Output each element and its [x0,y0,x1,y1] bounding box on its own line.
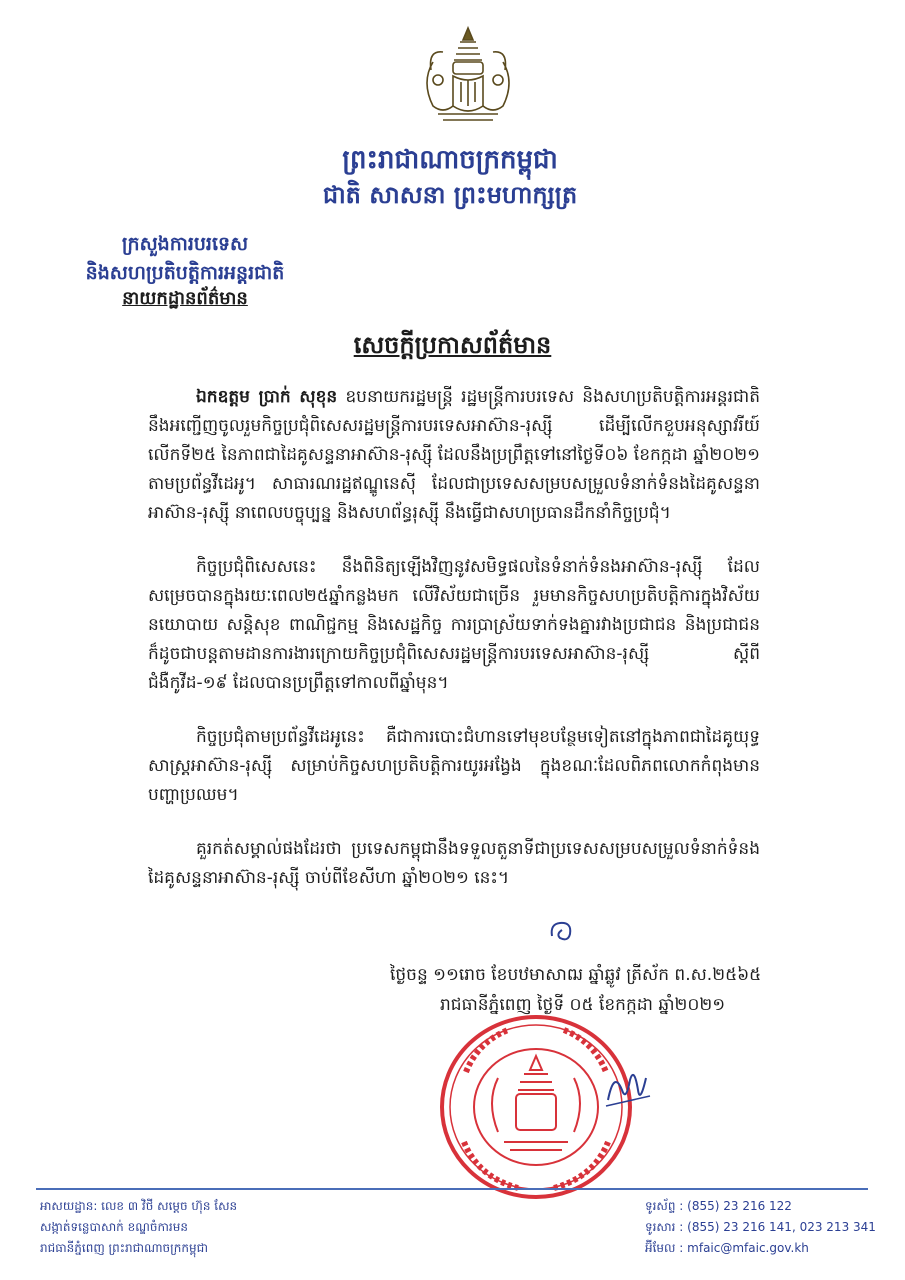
footer-address [40,1196,237,1259]
footer-contacts [645,1196,876,1259]
kingdom-title: ព្រះរាជាណាចក្រកម្ពុជា [342,145,558,175]
fax-number: (855) 23 216 141, 023 213 341 [687,1220,876,1234]
body-paragraph [148,383,760,528]
footer-rule [36,1188,868,1190]
minister-name: ឯកឧត្តម ប្រាក់ សុខុន [196,387,338,407]
document-body [148,383,760,918]
royal-emblem-icon [413,22,523,132]
department-name: នាយកដ្ឋានព័ត៌មាន [122,288,248,309]
solar-date: រាជធានីភ្នំពេញ ថ្ងៃទី ០៥ ខែកក្កដា ឆ្នាំ២០២១ [440,995,726,1015]
email-address[interactable]: mfaic@mfaic.gov.kh [687,1241,809,1255]
ministry-name-line2: និងសហប្រតិបត្តិការអន្តរជាតិ [85,262,285,284]
ministry-name [70,230,300,288]
address-line: អាសយដ្ឋាន: លេខ ៣ វិថី សម្តេច ហ៊ុន សែន [40,1199,238,1213]
phone-label: ទូរស័ព្ទ : [645,1199,684,1213]
body-paragraph: គួរកត់សម្គាល់ផងដែរថា ប្រទេសកម្ពុជានឹងទទួលតួនាទីជាប្រទេសសម្របសម្រួលទំនាក់ទំនងដៃគូសន្ទនាអាស៊ាន-រុស្ស៊ី ចាប់ពីខែសីហា ឆ្នាំ២០២១ នេះ។ [148,839,760,888]
national-motto: ជាតិ សាសនា ព្រះមហាក្សត្រ [322,181,578,209]
phone-row [645,1196,876,1217]
fax-row [645,1217,876,1238]
email-row [645,1238,876,1259]
paragraph-text: ឧបនាយករដ្ឋមន្ត្រី រដ្ឋមន្ត្រីការបរទេស និងសហប្រតិបត្តិការអន្តរជាតិ នឹងអញ្ជើញចូលរួមកិច្ចប្រជុំពិសេសរដ្ឋមន្ត្រីការបរទេសអាស៊ាន-រុស្ស៊ី ដើម្បីលើកខួបអនុស្សាវរីយ៍លើកទី២៥ នៃភាពជាដៃគូសន្ទនាអាស៊ាន-រុស្ស៊ី ដែលនឹងប្រព្រឹត្តទៅនៅថ្ងៃទី០៦ ខែកក្កដា ឆ្នាំ២០២១ តាមប្រព័ន្ធវីដេអូ។ សាធារណរដ្ឋឥណ្ឌូនេស៊ី ដែលជាប្រទេសសម្របសម្រួលទំនាក់ទំនងដៃគូសន្ទនាអាស៊ាន-រុស្ស៊ី នាពេលបច្ចុប្បន្ន និងសហព័ន្ធរុស្ស៊ី នឹងធ្វើជាសហប្រធានដឹកនាំកិច្ចប្រជុំ។ [148,387,760,523]
body-paragraph: កិច្ចប្រជុំតាមប្រព័ន្ធវីដេអូនេះ គឺជាការបោះជំហានទៅមុខបន្ថែមទៀតនៅក្នុងភាពជាដៃគូយុទ្ធសាស្ត្រអាស៊ាន-រុស្ស៊ី សម្រាប់កិច្ចសហប្រតិបត្តិការយូរអង្វែង ក្នុងខណៈដែលពិភពលោកកំពុងមានបញ្ហាប្រឈម។ [148,727,760,805]
end-mark-icon [548,918,576,944]
body-paragraph: កិច្ចប្រជុំពិសេសនេះ នឹងពិនិត្យឡើងវិញនូវសមិទ្ធផលនៃទំនាក់ទំនងអាស៊ាន-រុស្ស៊ី ដែលសម្រេចបានក្នុងរយៈពេល២៥ឆ្នាំកន្លងមក លើវិស័យជាច្រើន រួមមានកិច្ចសហប្រតិបត្តិការក្នុងវិស័យនយោបាយ សន្តិសុខ ពាណិជ្ជកម្ម និងសេដ្ឋកិច្ច ការប្រាស្រ័យទាក់ទងគ្នារវាងប្រជាជន និងប្រជាជន ក៏ដូចជាបន្តតាមដានការងារក្រោយកិច្ចប្រជុំពិសេសរដ្ឋមន្ត្រីការបរទេសអាស៊ាន-រុស្ស៊ី ស្តីពីជំងឺកូវីដ-១៩ ដែលបានប្រព្រឹត្តទៅកាលពីឆ្នាំមុន។ [148,557,760,693]
signature-icon [600,1060,655,1115]
address-line: សង្កាត់ទន្លេបាសាក់ ខណ្ឌចំការមន [40,1220,188,1234]
phone-number: (855) 23 216 122 [687,1199,792,1213]
ministry-name-line1: ក្រសួងការបរទេស [121,233,249,255]
address-line: រាជធានីភ្នំពេញ ព្រះរាជាណាចក្រកម្ពុជា [40,1241,208,1255]
email-label: អ៊ីមែល : [645,1241,684,1255]
document-title: សេចក្តីប្រកាសព័ត៌មាន [353,331,552,359]
lunar-date: ថ្ងៃចន្ទ ១១រោច ខែបឋមាសាឍ ឆ្នាំឆ្លូវ ត្រីស័ក ព.ស.២៥៦៥ [390,965,762,985]
fax-label: ទូរសារ : [645,1220,684,1234]
